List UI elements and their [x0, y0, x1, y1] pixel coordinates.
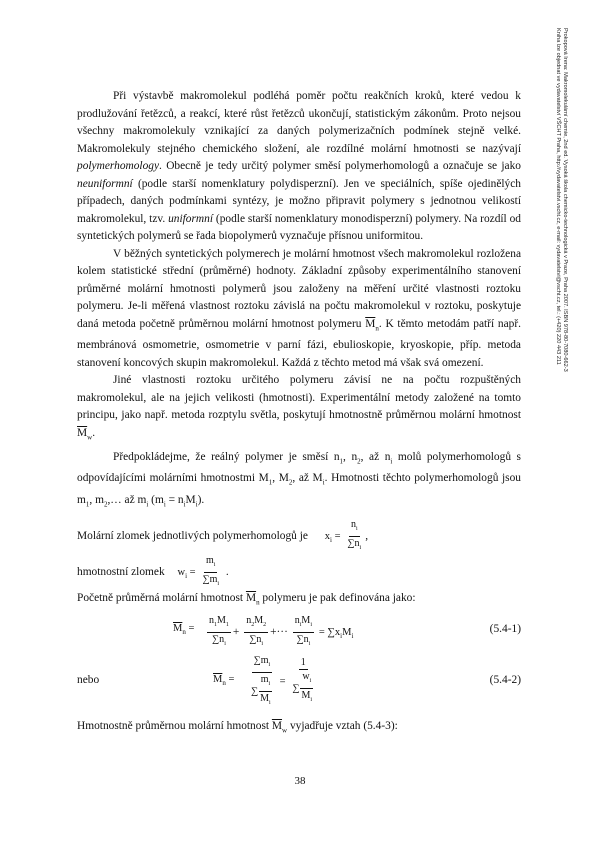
- term-polymerhomology: polymerhomology: [77, 160, 160, 172]
- mole-fraction-label: Molární zlomek jednotlivých polymerhomologů je: [77, 530, 308, 543]
- mass-fraction-formula: $\frac{m_i}{\sum m_i}$: [202, 554, 220, 587]
- mole-fraction-line: Molární zlomek jednotlivých polymerhomologů je $x_i$ = $\frac{n_i}{\sum n_i}$ ,: [77, 518, 521, 548]
- weight-average-intro: Hmotnostně průměrnou molární hmotnost $\overline{M}_w$ vyjadřuje vztah (5.4-3):: [77, 719, 398, 734]
- term-neuniformni: neuniformní: [77, 177, 133, 190]
- paragraph-1: Při výstavbě makromolekul podléhá poměr počtu reakčních kroků, které vedou k prodlužování řetězců, a reakcí, které růst řetězců ukončují, statistickým zákonům. Proto nejsou všechny makromolekuly vznikající za daných polymerizačních podmínek stejně velké. Makromolekuly stejného chemického složení, ale rozdílné molární hmotnosti se nazývají polymerhomology. Obecně je tedy určitý polymer směsí polymerhomologů a označuje se jako neuniformní (podle starší nomenklatury polydisperzní). Jen ve speciálních, spíše ojedinělých případech, daných podmínkami syntézy, je možno připravit polymery s jednotnou velikostí makromolekul, tzv. uniformní (podle starší nomenklatury monodisperzní) polymery. Na rozdíl od syntetických polymerů se řada biopolymerů vyznačuje přísnou uniformitou.: [77, 90, 522, 242]
- equation-number-2: (5.4-2): [489, 673, 521, 686]
- paragraph-3: Jiné vlastnosti roztoku určitého polymeru závisí ne na počtu rozpuštěných makromolekul, ale na jejich velikosti (hmotnosti). Experimentální metody založené na tomto principu, jako např. metoda rozptylu světla, poskytují hmotnostně průměrnou molární hmotnost $\overline{M}_w$.: [77, 374, 521, 442]
- number-average-intro: Početně průměrná molární hmotnost $\overline{M}_n$ polymeru je pak definována jako:: [77, 591, 416, 607]
- paragraph-4: Předpokládejme, že reálný polymer je směsí $n_1$, $n_2$, až $n_i$ molů polymerhomologů s odpovídajícími molárními hmotnostmi $M_1$, $M_2$, až $M_i$. Hmotnosti těchto polymerhomologů jsou $m_1$, $m_2,\dots$ až $m_i$ $(m_i = n_iM_i)$.: [77, 450, 521, 509]
- mass-fraction-line: hmotnostní zlomek $w_i$ = $\frac{m_i}{\sum m_i}$ .: [77, 554, 521, 586]
- equation-number-1: (5.4-1): [489, 622, 521, 635]
- page-body: [77, 88, 521, 739]
- citation-line-2: Kniha lze objednat ve vydavatelství VŠCHT Praha, http://vydavatelstvi.vscht.cz, e-mail: vydavatelstvi@vscht.cz, tel.: (+420) 220 443 211: [554, 28, 561, 365]
- paragraph-2: V běžných syntetických polymerech je molární hmotnost všech makromolekul rozložena kolem statistické střední (průměrné) hodnoty. Základní způsoby experimentálního stanovení průměrné molární hmotnosti polymerů jsou založeny na měření určité vlastnosti roztoku polymeru. Je-li měřená vlastnost roztoku závislá na počtu makromolekul v roztoku, poskytuje daná metoda početně průměrnou molární hmotnost polymeru $\overline{M}_n$. K těmto metodám patří např. membránová osmometrie, osmometrie v parní fázi, ebulioskopie, kryoskopie, příp. metoda stanovení koncových skupin makromolekul. Každá z těchto metod má však svá omezení.: [77, 247, 521, 369]
- page-number: 38: [294, 775, 306, 787]
- term-uniformni: uniformní: [168, 212, 214, 225]
- citation-line-1: Prokopová Irena: Makromolekulární chemie, 2nd ed. Vysoká škola chemicko-technologická v Praze, Praha 2007. ISBN 978-80-7080-662-3: [562, 28, 568, 372]
- nebo-label: nebo: [77, 673, 100, 686]
- equation-5-4-2: nebo $\overline{M}_n$ = $\sum m_i$ ∑ $\frac{m_i}{M_i}$ = 1 ∑ $\frac{w_i}{M_i}$ (5.4-2): [77, 654, 521, 706]
- equation-5-4-1: $\overline{M}_n$ = $\frac{n_1M_1}{\sum n_i}$ + $\frac{n_2M_2}{\sum n_i}$ +··· $\frac{n_iM_i}{\sum n_i}$ = $\sum x_iM_i$ (5.4-1): [173, 614, 521, 647]
- mass-fraction-label: hmotnostní zlomek: [77, 566, 165, 579]
- mole-fraction-formula: $\frac{n_i}{\sum n_i}$: [347, 518, 362, 551]
